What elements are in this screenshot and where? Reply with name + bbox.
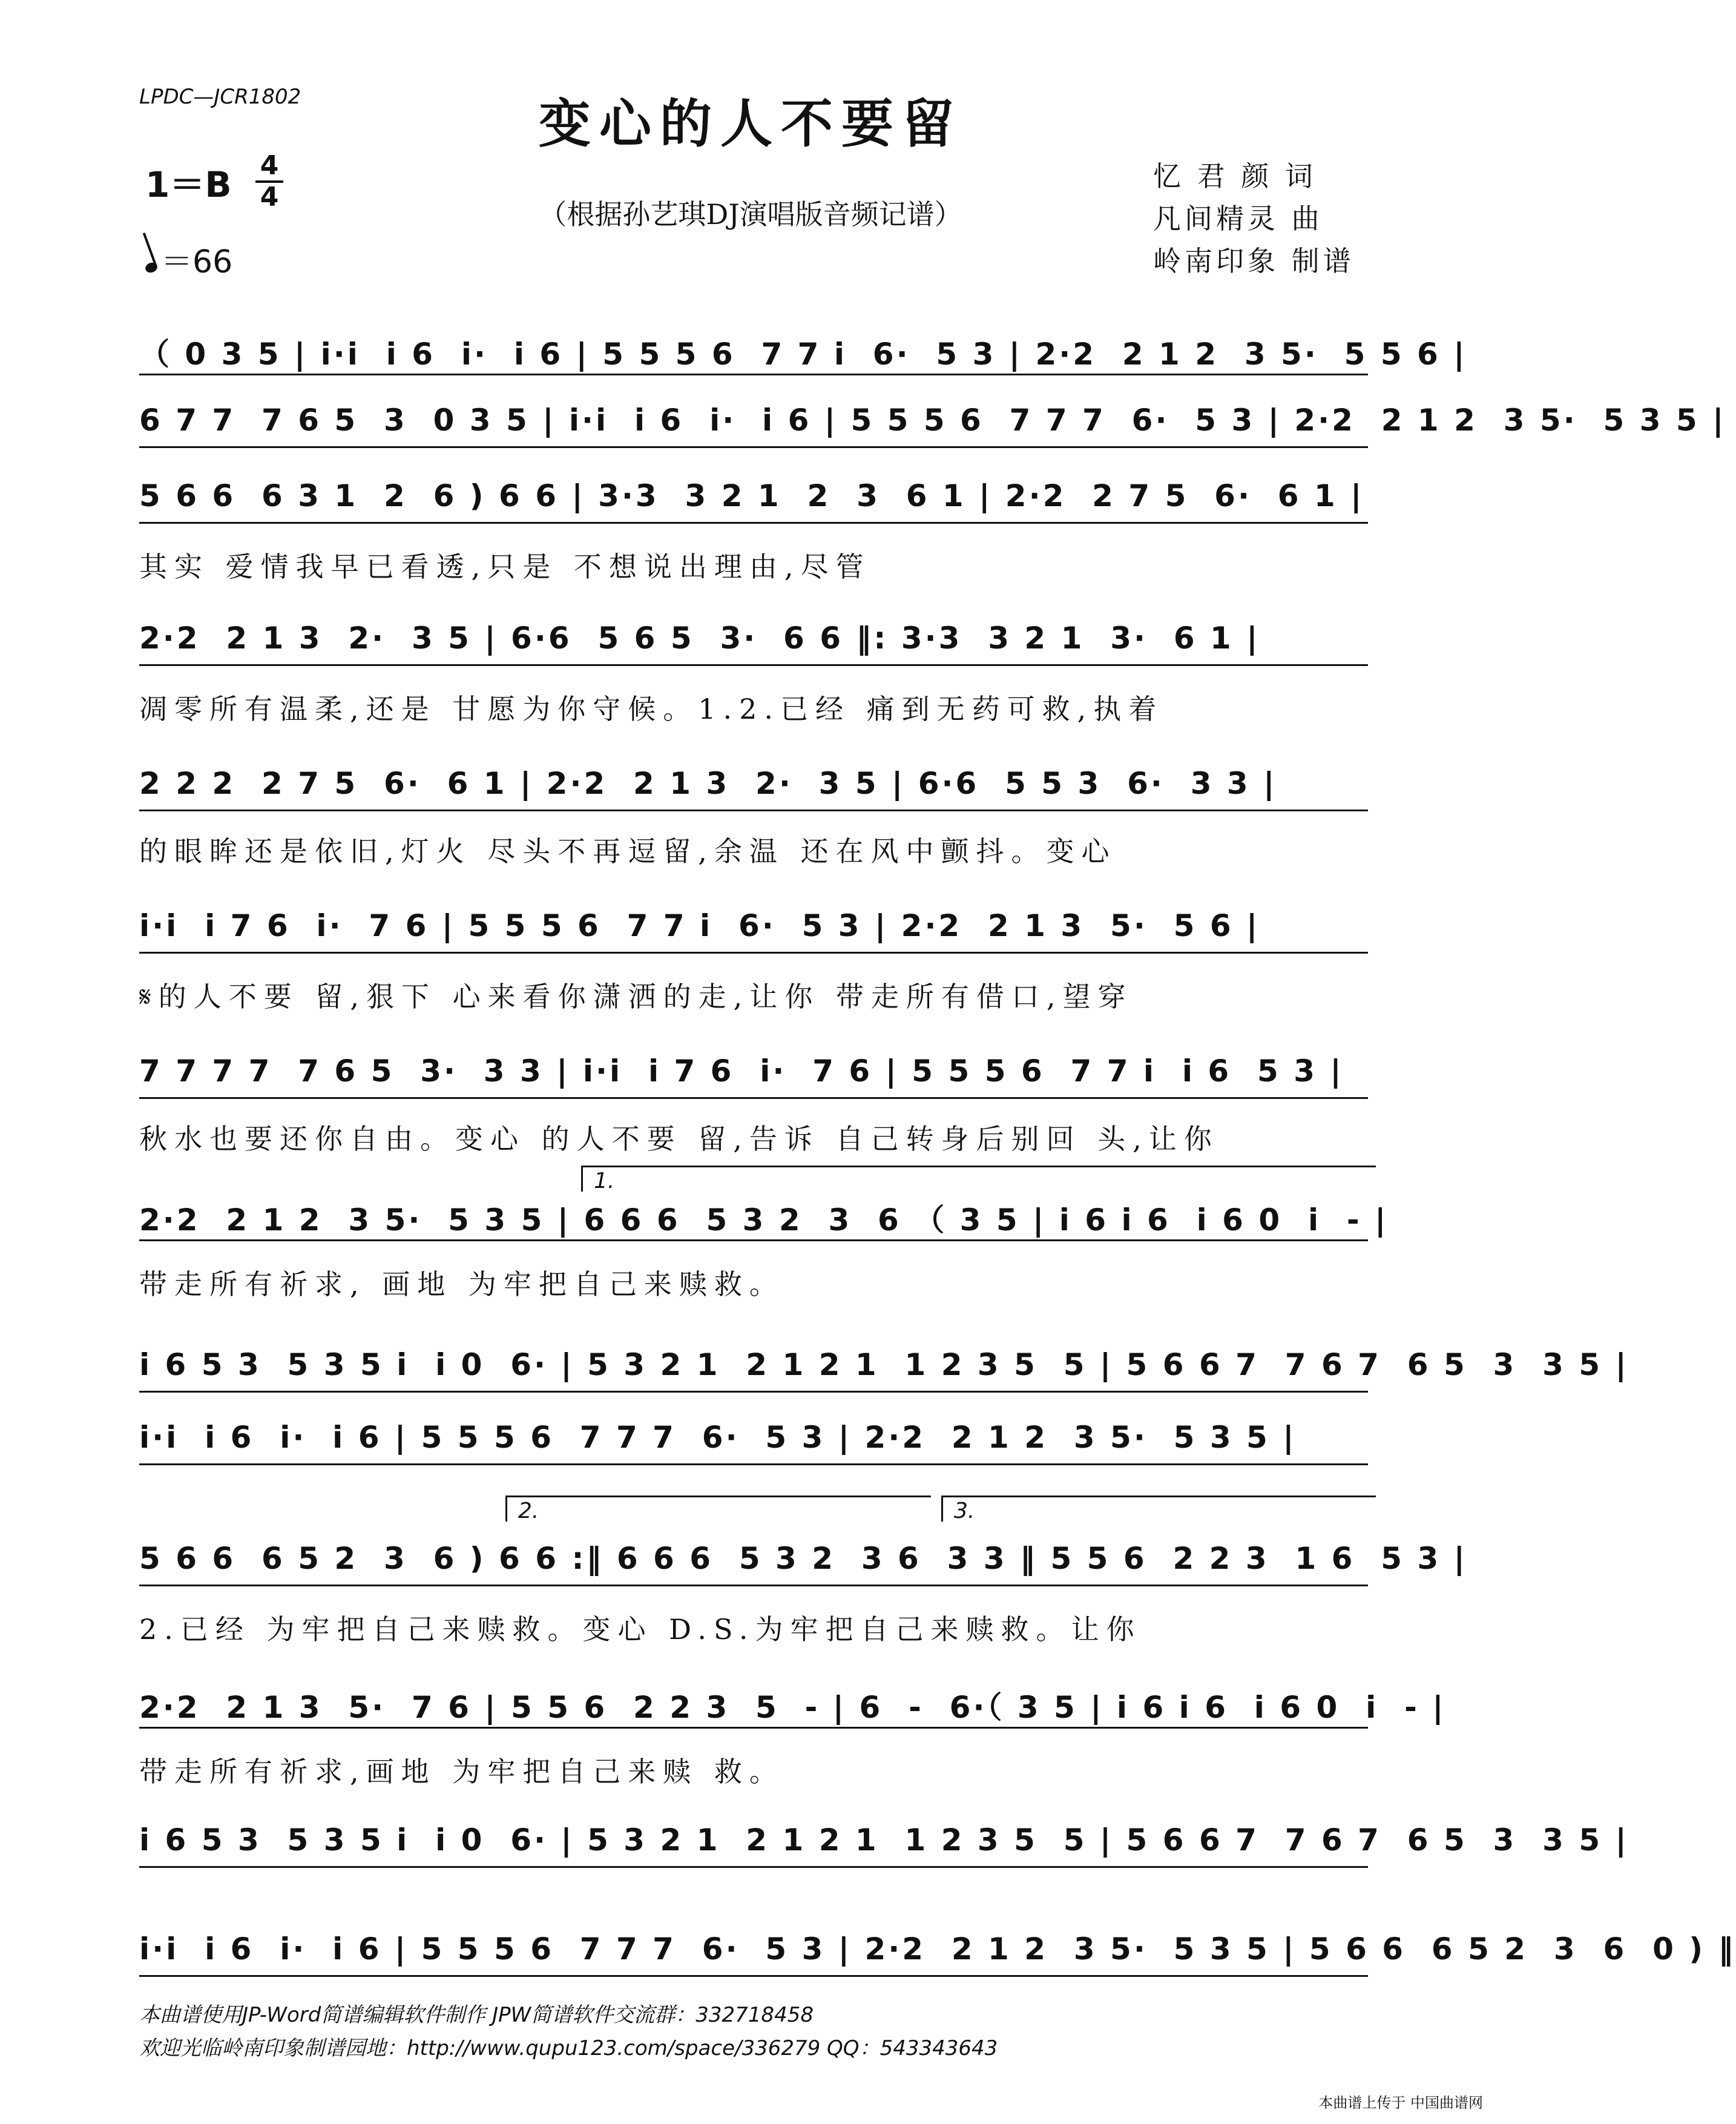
quarter-note-icon <box>144 261 159 274</box>
underline-beam <box>139 374 1368 375</box>
lyric-line: 2.已经 为牢把自己来赎救。变心 D.S.为牢把自己来赎救。让你 <box>139 1613 1142 1646</box>
arranger-credit: 岭南印象 制谱 <box>1153 245 1355 277</box>
row-notes: 6 7 7 7 6 5 3 0 3 5 | i·i i 6 i· i 6 | 5 5 5 6 7 7 7 6· 5 3 | 2·2 2 1 2 3 5· 5 3 5 | <box>139 403 1726 438</box>
row-notes: （ 0 3 5 | i·i i 6 i· i 6 | 5 5 5 6 7 7 i 6· 5 3 | 2·2 2 1 2 3 5· 5 5 6 | <box>139 337 1467 372</box>
underline-beam <box>139 1097 1368 1099</box>
row-notes: i 6 5 3 5 3 5 i i 0 6· | 5 3 2 1 2 1 2 1 1 2 3 5 5 | 5 6 6 7 7 6 7 6 5 3 3 5 | <box>139 1822 1629 1858</box>
lyric-line: 的眼眸还是依旧,灯火 尽头不再逗留,余温 还在风中颤抖。变心 <box>139 835 1117 868</box>
score-row <box>139 330 1467 372</box>
subtitle: （根据孙艺琪DJ演唱版音频记谱） <box>539 198 962 231</box>
lyric-line: 带走所有祈求, 画地 为牢把自己来赎救。 <box>139 1268 784 1301</box>
time-numerator: 4 <box>260 150 279 181</box>
volta-3-bracket <box>941 1496 1376 1522</box>
key-signature: 1＝B <box>145 164 232 205</box>
time-denominator: 4 <box>260 182 279 213</box>
score-row <box>139 766 1374 808</box>
row-notes: 7 7 7 7 7 6 5 3· 3 3 | i·i i 7 6 i· 7 6 | 5 5 5 6 7 7 i i 6 5 3 | <box>139 1054 1344 1089</box>
tempo-mark <box>145 236 232 282</box>
volta-1-label: 1. <box>594 1169 615 1193</box>
page-title: 变心的人不要留 <box>539 94 962 154</box>
score-row <box>139 1822 1629 1865</box>
site-logo: 本曲谱上传于 中国曲谱网 <box>1318 2094 1483 2111</box>
row-notes: i·i i 7 6 i· 7 6 | 5 5 5 6 7 7 i 6· 5 3 | 2·2 2 1 3 5· 5 6 | <box>139 908 1260 943</box>
row-notes: 2·2 2 1 3 5· 7 6 | 5 5 6 2 2 3 5 - | 6 - 6·（ 3 5 | i 6 i 6 i 6 0 i - | <box>139 1690 1446 1725</box>
lyric-line: 𝄋的人不要 留,狠下 心来看你潇洒的走,让你 带走所有借口,望穿 <box>139 980 1133 1013</box>
underline-beam <box>139 1585 1368 1586</box>
row-notes: i·i i 6 i· i 6 | 5 5 5 6 7 7 7 6· 5 3 | 2·2 2 1 2 3 5· 5 3 5 | <box>139 1420 1297 1455</box>
row-notes: 5 6 6 6 5 2 3 6 ) 6 6 :‖ 6 6 6 5 3 2 3 6 3 3 ‖ 5 5 6 2 2 3 1 6 5 3 | <box>139 1541 1467 1576</box>
underline-beam <box>139 1866 1368 1868</box>
lyric-line: 凋零所有温柔,还是 甘愿为你守候。1.2.已经 痛到无药可救,执着 <box>139 693 1164 725</box>
row-notes: 2·2 2 1 2 3 5· 5 3 5 | 6 6 6 5 3 2 3 6 （ 3 5 | i 6 i 6 i 6 0 i - | <box>139 1202 1389 1238</box>
volta-1-bracket <box>581 1166 1376 1192</box>
score-row <box>139 403 1726 445</box>
score-row <box>139 908 1374 951</box>
time-signature <box>251 150 288 213</box>
underline-beam <box>139 1463 1368 1465</box>
row-notes: i·i i 6 i· i 6 | 5 5 5 6 7 7 7 6· 5 3 | 2·2 2 1 2 3 5· 5 3 5 | 5 6 6 6 5 2 3 6 0 ) ‖ <box>139 1931 1736 1967</box>
underline-beam <box>139 446 1368 448</box>
lyric-line: 其实 爱情我早已看透,只是 不想说出理由,尽管 <box>139 550 871 583</box>
underline-beam <box>139 1727 1368 1729</box>
score-row <box>139 1347 1629 1390</box>
score-row <box>139 621 1374 663</box>
score-row <box>139 1541 1467 1583</box>
row-notes: 5 6 6 6 3 1 2 6 ) 6 6 | 3·3 3 2 1 2 3 6 1 | 2·2 2 7 5 6· 6 1 | <box>139 478 1364 513</box>
footer-line-1: 本曲谱使用JP-Word简谱编辑软件制作 JPW简谱软件交流群：332718458 <box>139 2003 814 2027</box>
lyricist-credit: 忆 君 颜 词 <box>1153 160 1317 193</box>
underline-beam <box>139 664 1368 666</box>
score-row <box>139 1420 1374 1462</box>
score-row <box>139 1931 1736 1974</box>
underline-beam <box>139 1239 1368 1241</box>
row-notes: i 6 5 3 5 3 5 i i 0 6· | 5 3 2 1 2 1 2 1 1 2 3 5 5 | 5 6 6 7 7 6 7 6 5 3 3 5 | <box>139 1347 1629 1382</box>
underline-beam <box>139 952 1368 954</box>
underline-beam <box>139 1975 1368 1977</box>
score-row <box>139 478 1374 521</box>
underline-beam <box>139 1391 1368 1393</box>
underline-beam <box>139 522 1368 524</box>
underline-beam <box>139 810 1368 811</box>
score-code: LPDC—JCR1802 <box>139 85 301 109</box>
lyric-line: 带走所有祈求,画地 为牢把自己来赎 救。 <box>139 1755 784 1788</box>
lyric-line: 秋水也要还你自由。变心 的人不要 留,告诉 自己转身后别回 头,让你 <box>139 1123 1219 1155</box>
volta-2-bracket <box>505 1496 931 1522</box>
score-row <box>139 1196 1389 1238</box>
volta-3-label: 3. <box>954 1499 975 1523</box>
composer-credit: 凡间精灵 曲 <box>1153 202 1323 235</box>
score-row <box>139 1054 1374 1096</box>
footer-line-2: 欢迎光临岭南印象制谱园地：http://www.qupu123.com/space/336279 QQ：543343643 <box>139 2036 998 2060</box>
row-notes: 2·2 2 1 3 2· 3 5 | 6·6 5 6 5 3· 6 6 ‖: 3·3 3 2 1 3· 6 1 | <box>139 621 1260 656</box>
score-row <box>139 1683 1446 1726</box>
tempo-value: ＝66 <box>161 244 233 280</box>
row-notes: 2 2 2 2 7 5 6· 6 1 | 2·2 2 1 3 2· 3 5 | 6·6 5 5 3 6· 3 3 | <box>139 766 1277 801</box>
volta-2-label: 2. <box>518 1499 539 1523</box>
